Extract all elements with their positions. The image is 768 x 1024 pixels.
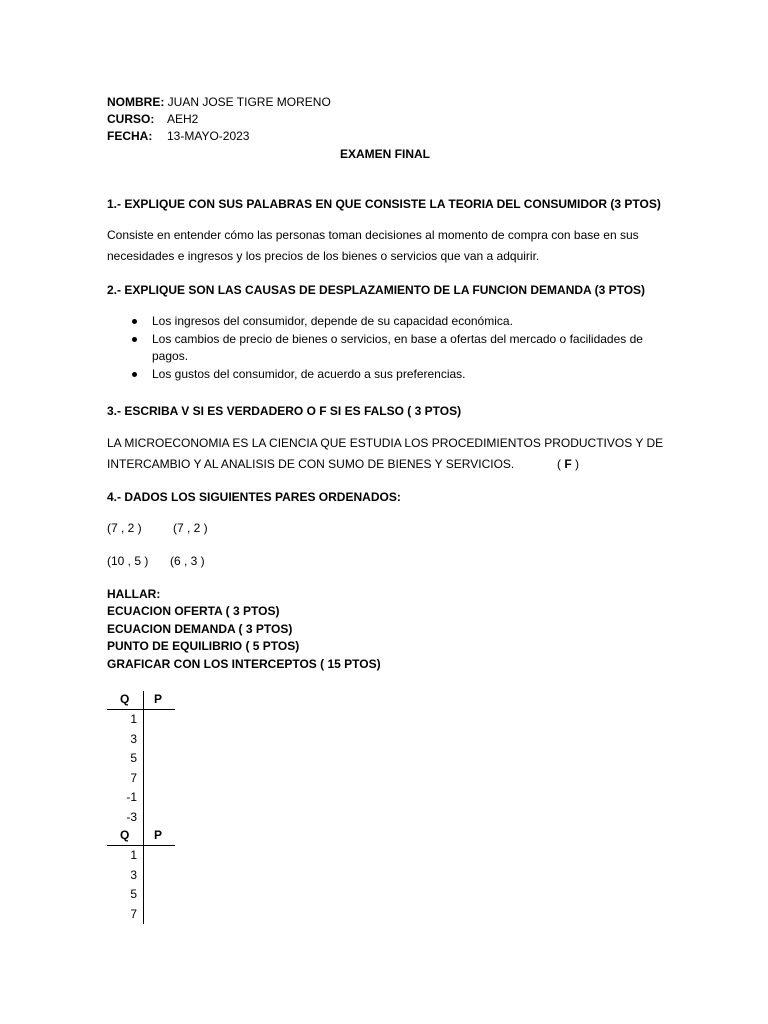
column-header-q: Q <box>120 692 130 706</box>
pair-1b: (7 , 2 ) <box>173 521 208 535</box>
fecha-label: FECHA: <box>107 129 153 143</box>
statement-line-1: LA MICROECONOMIA ES LA CIENCIA QUE ESTUDIA LOS PROCEDIMIENTOS PRODUCTIVOS Y DE <box>107 436 664 450</box>
question-3: 3.- ESCRIBA V SI ES VERDADERO O F SI ES FALSO ( 3 PTOS) <box>107 404 462 418</box>
pair-2b: (6 , 3 ) <box>170 554 205 568</box>
question-4: 4.- DADOS LOS SIGUIENTES PARES ORDENADOS: <box>107 490 401 504</box>
task-graficar: GRAFICAR CON LOS INTERCEPTOS ( 15 PTOS) <box>107 657 381 671</box>
table-row: 5 <box>130 751 137 765</box>
question-1: 1.- EXPLIQUE CON SUS PALABRAS EN QUE CONSISTE LA TEORIA DEL CONSUMIDOR (3 PTOS) <box>107 197 661 211</box>
column-header-p: P <box>154 692 163 706</box>
column-header-p: P <box>154 828 163 842</box>
table-row: 7 <box>130 770 137 785</box>
qp-table-2 <box>107 827 175 924</box>
task-oferta: ECUACION OFERTA ( 3 PTOS) <box>107 604 280 618</box>
answer-open-paren: ( <box>557 457 561 471</box>
answer-value: F <box>564 457 572 471</box>
table-row: -3 <box>126 809 137 824</box>
list-item <box>107 313 667 331</box>
list-item-text: Los ingresos del consumidor, depende de su capacidad económica. <box>152 314 513 328</box>
nombre-value: JUAN JOSE TIGRE MORENO <box>167 95 331 109</box>
table-row: 1 <box>130 712 137 726</box>
table-row: 3 <box>130 731 137 746</box>
fecha-value: 13-MAYO-2023 <box>167 129 250 143</box>
table-row: 3 <box>130 867 137 882</box>
true-false-answer <box>557 456 579 472</box>
answer-2-list <box>107 313 667 383</box>
table-header <box>107 691 175 710</box>
list-item-text: Los gustos del consumidor, de acuerdo a sus preferencias. <box>152 366 466 381</box>
nombre-line <box>107 94 331 110</box>
table-divider <box>143 691 144 828</box>
pair-2a: (10 , 5 ) <box>107 554 149 568</box>
table-row: 7 <box>130 906 137 921</box>
pair-1a: (7 , 2 ) <box>107 521 142 535</box>
list-item <box>107 331 667 366</box>
table-header <box>107 827 175 846</box>
table-row: 1 <box>130 848 137 862</box>
question-2: 2.- EXPLIQUE SON LAS CAUSAS DE DESPLAZAMIENTO DE LA FUNCION DEMANDA (3 PTOS) <box>107 283 646 297</box>
answer-close-paren: ) <box>575 457 580 471</box>
bullet-icon <box>132 319 137 324</box>
answer-1: Consiste en entender cómo las personas toman decisiones al momento de compra con base en sus necesidades e ingresos y los precios de los bienes o servicios que van a adquirir. <box>107 228 639 263</box>
nombre-label: NOMBRE: <box>107 95 165 109</box>
curso-value: AEH2 <box>167 112 199 126</box>
table-row: 5 <box>130 887 137 901</box>
table-row: -1 <box>126 790 137 804</box>
hallar-label: HALLAR: <box>107 587 161 601</box>
curso-label: CURSO: <box>107 112 155 126</box>
bullet-icon <box>132 337 137 342</box>
task-equilibrio: PUNTO DE EQUILIBRIO ( 5 PTOS) <box>107 639 300 653</box>
bullet-icon <box>132 372 137 377</box>
column-header-q: Q <box>120 828 130 842</box>
list-item <box>107 366 667 384</box>
exam-title: EXAMEN FINAL <box>340 147 430 161</box>
task-demanda: ECUACION DEMANDA ( 3 PTOS) <box>107 622 293 636</box>
qp-table-1 <box>107 691 175 827</box>
list-item-text: Los cambios de precio de bienes o servicios, en base a ofertas del mercado o facilidades de pagos. <box>152 331 643 363</box>
statement-line-2: INTERCAMBIO Y AL ANALISIS DE CON SUMO DE BIENES Y SERVICIOS. <box>107 457 515 471</box>
